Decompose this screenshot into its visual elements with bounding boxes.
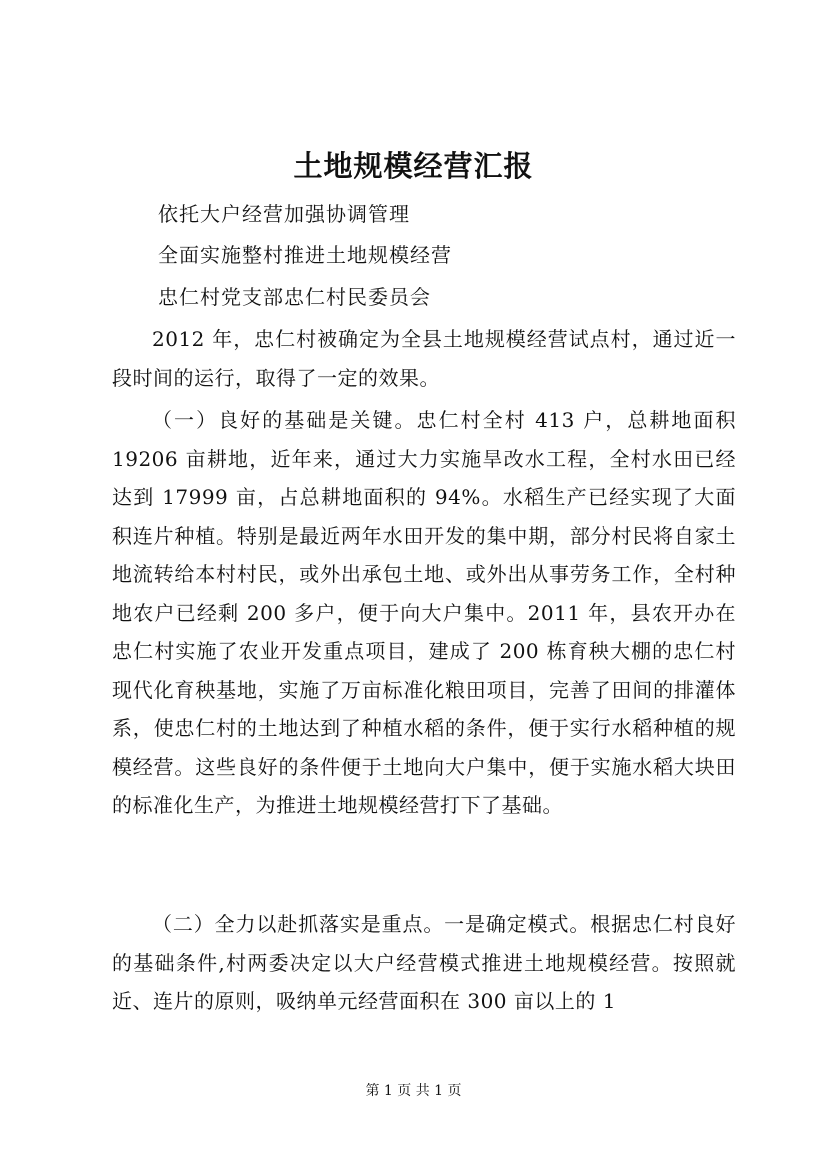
subtitle-line-1: 依托大户经营加强协调管理 bbox=[158, 202, 410, 226]
paragraph-intro: 2012 年，忠仁村被确定为全县土地规模经营试点村，通过近一段时间的运行，取得了一定的效果。 bbox=[112, 327, 736, 390]
document-title: 土地规模经营汇报 bbox=[293, 149, 534, 183]
subtitle-line-2: 全面实施整村推进土地规模经营 bbox=[158, 243, 452, 267]
paragraph-section-1: （一）良好的基础是关键。忠仁村全村 413 户，总耕地面积 19206 亩耕地，近年来，通过大力实施旱改水工程，全村水田已经达到 17999 亩，占总耕地面积的 94%。水稻生产已经实现了大面积连片种植。特别是最近两年水田开发的集中期，部分村民将自家土地流转给本村村民，或外出承包土地、或外出从事劳务工作，全村种地农户已经剩 200 多户，便于向大户集中。2011 年，县农开办在忠仁村实施了农业开发重点项目，建成了 200 栋育秧大棚的忠仁村现代化育秧基地，实施了万亩标准化粮田项目，完善了田间的排灌体系，使忠仁村的土地达到了种植水稻的条件，便于实行水稻种植的规模经营。这些良好的条件便于土地向大户集中，便于实施水稻大块田的标准化生产，为推进土地规模经营打下了基础。 bbox=[112, 408, 736, 817]
page-footer: 第 1 页 共 1 页 bbox=[365, 1083, 462, 1099]
subtitle-line-3: 忠仁村党支部忠仁村民委员会 bbox=[158, 285, 431, 309]
paragraph-section-2: （二）全力以赴抓落实是重点。一是确定模式。根据忠仁村良好的基础条件,村两委决定以大户经营模式推进土地规模经营。按照就近、连片的原则，吸纳单元经营面积在 300 亩以上的 1 bbox=[112, 912, 736, 1013]
